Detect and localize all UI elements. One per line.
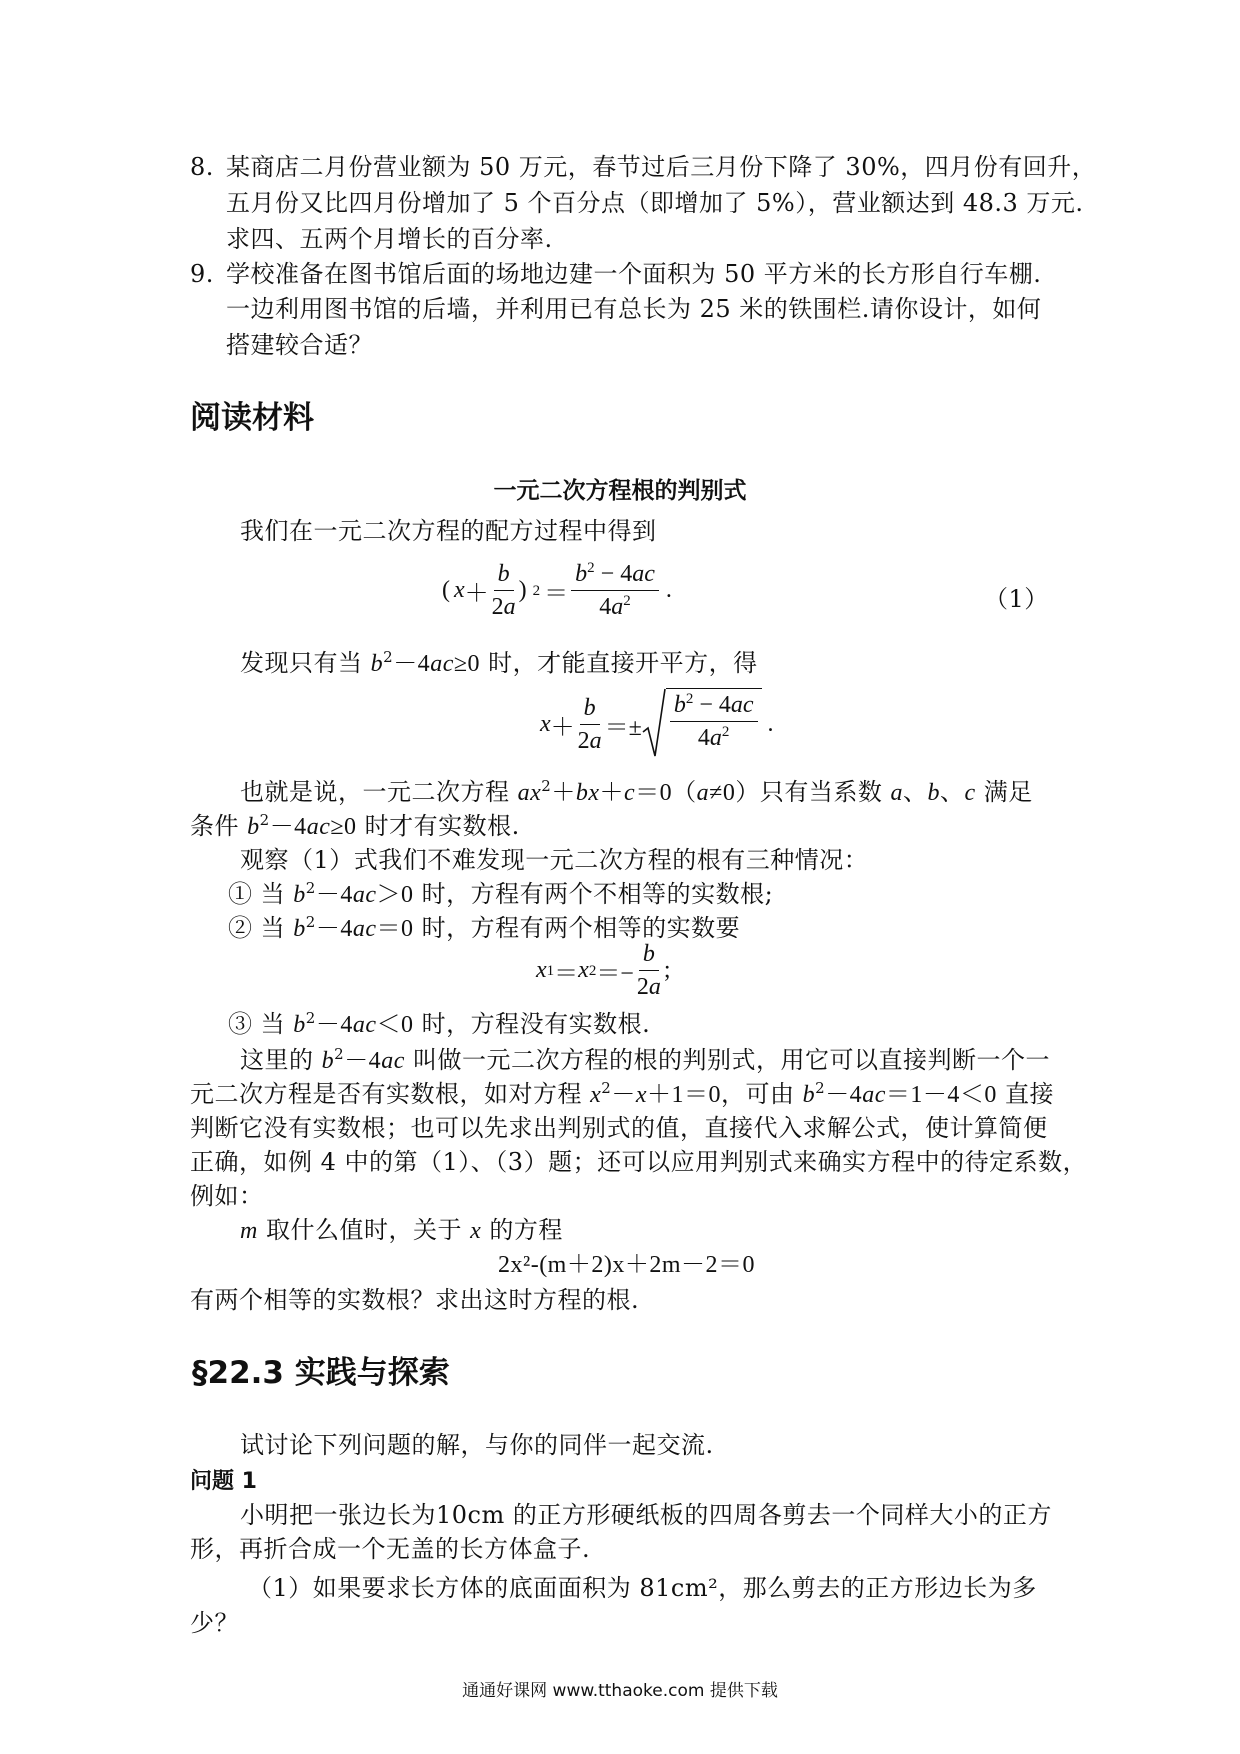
case-1-text-a: ① 当 xyxy=(228,880,286,908)
exercise-8-line-1: 某商店二月份营业额为 50 万元，春节过后三月份下降了 30%，四月份有回升， xyxy=(226,153,1097,181)
case-3-text-a: ③ 当 xyxy=(228,1010,286,1038)
exercise-8-line-3: 求四、五两个月增长的百分率. xyxy=(226,225,553,253)
disc-line-2: 元二次方程是否有实数根，如对方程 $x^2-x+1=0$，可由 $b^2-4ac=1-4<0$ 直接 xyxy=(190,1079,1054,1108)
that-is-text-a: 也就是说，一元二次方程 xyxy=(240,778,510,806)
m-question: m 取什么值时，关于 x 的方程 xyxy=(240,1216,563,1244)
article-title: 一元二次方程根的判别式 xyxy=(493,478,747,504)
disc-line-2-text-a: 元二次方程是否有实数根，如对方程 xyxy=(190,1080,582,1108)
that-is-text-c: ）只有当系数 xyxy=(735,778,883,806)
disc-line-5: 例如： xyxy=(190,1182,264,1210)
exercise-8-line-2: 五月份又比四月份增加了 5 个百分点（即增加了 5%），营业额达到 48.3 万元. xyxy=(226,189,1084,217)
exercise-9-line-1: 学校准备在图书馆后面的场地边建一个面积为 50 平方米的长方形自行车棚. xyxy=(226,260,1042,288)
case-2: ② 当 $b^2-4ac=0$ 时，方程有两个相等的实数要 xyxy=(228,913,741,942)
disc-line-2-text-b: ，可由 xyxy=(721,1080,795,1108)
m-equation: 2x²-(m＋2)x＋2m－2＝0 xyxy=(498,1252,756,1278)
equation-root: x ＋ $\frac{b}{2a}$ ＝± $\frac{b^2 - 4ac}{4a^2}$ . xyxy=(540,688,774,760)
problem-1-line-1: 小明把一张边长为10cm 的正方形硬纸板的四周各剪去一个同样大小的正方 xyxy=(240,1501,1052,1529)
disc-line-1: 这里的 $b^2-4ac$ 叫做一元二次方程的根的判别式，用它可以直接判断一个一 xyxy=(240,1045,1050,1074)
exercise-9-line-3: 搭建较合适？ xyxy=(226,331,373,359)
that-is-text-b: （ xyxy=(672,778,697,806)
condition-text-a: 条件 xyxy=(190,812,239,840)
intro-text: 我们在一元二次方程的配方过程中得到 xyxy=(240,517,657,545)
section-title: §22.3 实践与探索 xyxy=(192,1355,450,1391)
m-question-end: 有两个相等的实数根？求出这时方程的根. xyxy=(190,1286,640,1314)
disc-line-3: 判断它没有实数根；也可以先求出判别式的值，直接代入求解公式，使计算简便 xyxy=(190,1114,1048,1142)
that-is-text-d: 满足 xyxy=(983,778,1033,806)
disc-line-2-text-c: 直接 xyxy=(1004,1080,1054,1108)
problem-1-title: 问题 1 xyxy=(190,1469,257,1494)
disc-line-4: 正确，如例 4 中的第（1）、（3）题；还可以应用判别式来确实方程中的待定系数， xyxy=(190,1148,1088,1176)
page-footer: 通通好课网 www.tthaoke.com 提供下载 xyxy=(462,1681,778,1701)
paragraph-that-is-line-2: 条件 $b^2-4ac\ge 0$ 时才有实数根. xyxy=(190,811,520,840)
paragraph-that-is-line-1: 也就是说，一元二次方程 $ax^2+bx+c=0(a\ne 0)$只有当系数 a、b、c 满足 xyxy=(240,777,1033,806)
section-intro: 试讨论下列问题的解，与你的同伴一起交流. xyxy=(240,1431,714,1459)
case-2-text-a: ② 当 xyxy=(228,914,286,942)
question-1-line-1: （1）如果要求长方体的底面面积为 81cm²，那么剪去的正方形边长为多 xyxy=(248,1574,1037,1602)
case-2-text-b: 时，方程有两个相等的实数要 xyxy=(421,914,741,942)
equation-1: ( x ＋ $\frac{b}{2a}$ ) 2 ＝ $\frac{b^2 - 4ac}{4a^2}$ . xyxy=(442,560,672,620)
found-line: 发现只有当 $b^2-4ac\ge 0$ 时，才能直接开平方，得 xyxy=(240,648,758,677)
question-1-line-2: 少？ xyxy=(190,1609,239,1637)
reading-section-title: 阅读材料 xyxy=(190,400,314,436)
disc-text-b: 叫做一元二次方程的根的判别式，用它可以直接判断一个一 xyxy=(412,1046,1050,1074)
disc-text-a: 这里的 xyxy=(240,1046,314,1074)
found-text-a: 发现只有当 xyxy=(240,649,363,677)
sqrt-symbol: $\frac{b^2 - 4ac}{4a^2}$ xyxy=(642,688,762,760)
exercise-9-line-2: 一边利用图书馆的后墙，并利用已有总长为 25 米的铁围栏.请你设计，如何 xyxy=(226,295,1042,323)
equation-double-root: x 1 ＝ x 2 ＝− $\frac{b}{2a}$ ; xyxy=(536,941,671,1000)
observe-text: 观察（1）式我们不难发现一元二次方程的根有三种情况： xyxy=(240,846,869,874)
m-question-text-a: 取什么值时，关于 xyxy=(265,1216,462,1244)
case-3: ③ 当 $b^2-4ac<0$ 时，方程没有实数根. xyxy=(228,1009,651,1038)
case-1: ① 当 $b^2-4ac>0$ 时，方程有两个不相等的实数根; xyxy=(228,879,774,908)
exercise-9-number: 9. xyxy=(190,260,214,288)
equation-1-label: （1） xyxy=(984,585,1049,613)
case-3-text-b: 时，方程没有实数根. xyxy=(421,1010,651,1038)
exercise-8-number: 8. xyxy=(190,153,214,181)
found-text-b: 时，才能直接开平方，得 xyxy=(488,649,758,677)
m-question-text-b: 的方程 xyxy=(489,1216,563,1244)
problem-1-line-2: 形，再折合成一个无盖的长方体盒子. xyxy=(190,1535,591,1563)
case-1-text-b: 时，方程有两个不相等的实数根; xyxy=(421,880,774,908)
condition-text-b: 时才有实数根. xyxy=(364,812,520,840)
